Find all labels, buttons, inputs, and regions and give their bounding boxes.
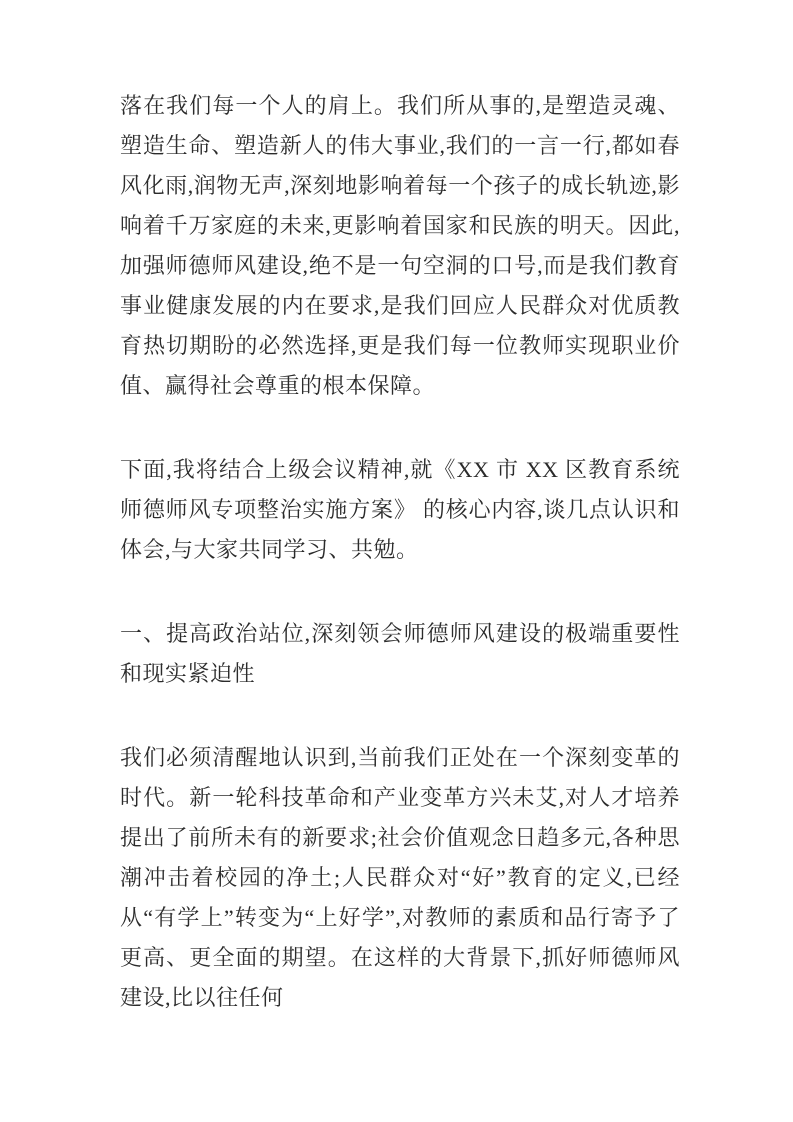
section-heading-1: 一、提高政治站位,深刻领会师德师风建设的极端重要性和现实紧迫性 [120, 621, 680, 686]
paragraph-intro: 下面,我将结合上级会议精神,就《XX 市 XX 区教育系统师德师风专项整治实施方案》 的核心内容,谈几点认识和体会,与大家共同学习、共勉。 [120, 457, 680, 562]
paragraph-continuation: 落在我们每一个人的肩上。我们所从事的,是塑造灵魂、塑造生命、塑造新人的伟大事业,我们的一言一行,都如春风化雨,润物无声,深刻地影响着每一个孩子的成长轨迹,影响着千万家庭的未来,更影响着国家和民族的明天。因此,加强师德师风建设,绝不是一句空洞的口号,而是我们教育事业健康发展的内在要求,是我们回应人民群众对优质教育热切期盼的必然选择,更是我们每一位教师实现职业价值、赢得社会尊重的根本保障。 [120, 93, 680, 398]
paragraph-section-1-body: 我们必须清醒地认识到,当前我们正处在一个深刻变革的时代。新一轮科技革命和产业变革方兴未艾,对人才培养提出了前所未有的新要求;社会价值观念日趋多元,各种思潮冲击着校园的净土;人民群众对“好”教育的定义,已经从“有学上”转变为“上好学”,对教师的素质和品行寄予了更高、更全面的期望。在这样的大背景下,抓好师德师风建设,比以往任何 [120, 745, 680, 1010]
